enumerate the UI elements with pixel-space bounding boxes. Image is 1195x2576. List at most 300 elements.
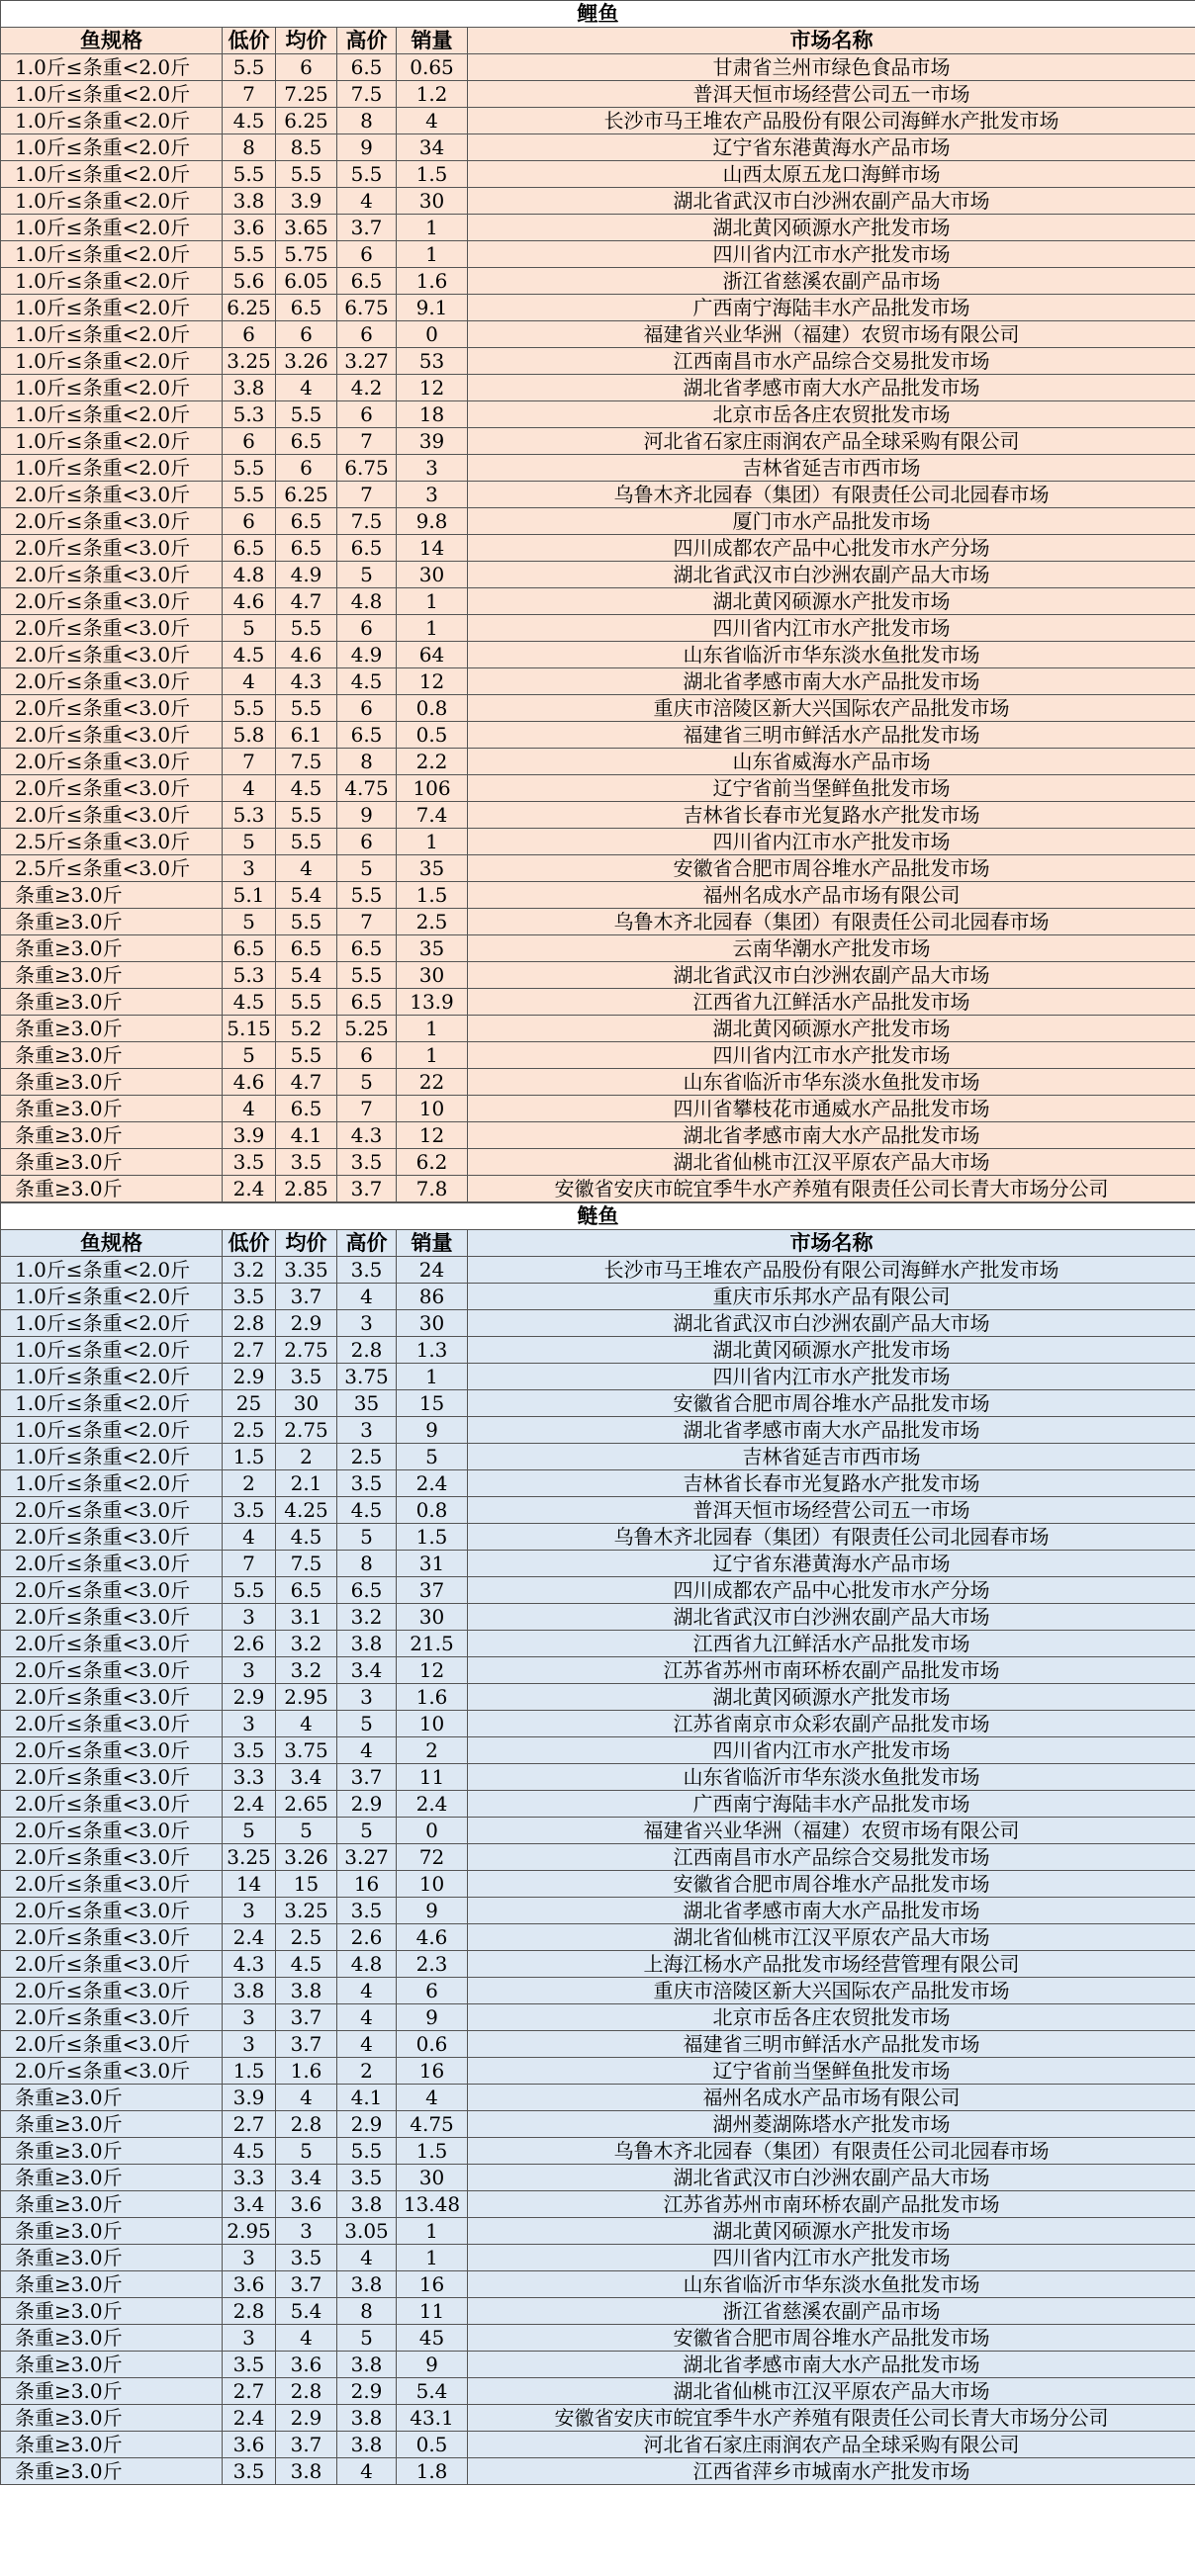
- cell-high: 5.5: [337, 161, 397, 188]
- cell-vol: 1.6: [397, 268, 468, 295]
- cell-vol: 22: [397, 1069, 468, 1096]
- cell-low: 3.4: [223, 2191, 276, 2218]
- cell-low: 4.5: [223, 989, 276, 1016]
- cell-avg: 3.5: [276, 2245, 337, 2271]
- cell-low: 2.4: [223, 1924, 276, 1951]
- cell-spec: 2.0斤≤条重<3.0斤: [1, 1844, 223, 1871]
- cell-low: 14: [223, 1871, 276, 1898]
- cell-market: 辽宁省东港黄海水产品市场: [468, 1551, 1195, 1577]
- cell-low: 3.25: [223, 348, 276, 375]
- cell-low: 2.8: [223, 2298, 276, 2325]
- cell-market: 湖北省孝感市南大水产品批发市场: [468, 1417, 1195, 1444]
- table-row: [1, 562, 1195, 588]
- cell-market: 湖北省孝感市南大水产品批发市场: [468, 2352, 1195, 2378]
- cell-vol: 86: [397, 1284, 468, 1310]
- cell-avg: 4: [276, 2085, 337, 2111]
- cell-vol: 4: [397, 108, 468, 134]
- cell-spec: 2.0斤≤条重<3.0斤: [1, 1604, 223, 1631]
- cell-avg: 2.8: [276, 2111, 337, 2138]
- cell-avg: 2.9: [276, 1310, 337, 1337]
- cell-market: 长沙市马王堆农产品股份有限公司海鲜水产批发市场: [468, 108, 1195, 134]
- cell-high: 6.5: [337, 1577, 397, 1604]
- cell-vol: 16: [397, 2058, 468, 2085]
- cell-high: 2.9: [337, 2111, 397, 2138]
- cell-market: 广西南宁海陆丰水产品批发市场: [468, 295, 1195, 321]
- cell-high: 6.5: [337, 722, 397, 749]
- cell-low: 3: [223, 1604, 276, 1631]
- cell-low: 2: [223, 1470, 276, 1497]
- table-row: [1, 134, 1195, 161]
- cell-low: 5.6: [223, 268, 276, 295]
- cell-spec: 2.0斤≤条重<3.0斤: [1, 562, 223, 588]
- cell-market: 湖北黄冈硕源水产批发市场: [468, 1684, 1195, 1711]
- cell-avg: 4.7: [276, 588, 337, 615]
- cell-avg: 4: [276, 375, 337, 401]
- cell-avg: 6.25: [276, 108, 337, 134]
- cell-avg: 2.85: [276, 1176, 337, 1202]
- cell-spec: 2.0斤≤条重<3.0斤: [1, 2058, 223, 2085]
- table-row: [1, 348, 1195, 375]
- cell-avg: 5.5: [276, 1042, 337, 1069]
- cell-spec: 2.0斤≤条重<3.0斤: [1, 1631, 223, 1657]
- cell-market: 安徽省合肥市周谷堆水产品批发市场: [468, 1871, 1195, 1898]
- header-vol: 销量: [397, 1230, 468, 1257]
- cell-vol: 3: [397, 482, 468, 508]
- cell-low: 3.8: [223, 188, 276, 215]
- cell-high: 5: [337, 562, 397, 588]
- cell-market: 乌鲁木齐北园春（集团）有限责任公司北园春市场: [468, 909, 1195, 935]
- table-row: [1, 401, 1195, 428]
- table-row: [1, 1818, 1195, 1844]
- cell-spec: 条重≥3.0斤: [1, 935, 223, 962]
- cell-spec: 1.0斤≤条重<2.0斤: [1, 134, 223, 161]
- table-row: [1, 882, 1195, 909]
- cell-vol: 31: [397, 1551, 468, 1577]
- cell-avg: 6: [276, 321, 337, 348]
- cell-vol: 16: [397, 2271, 468, 2298]
- header-market: 市场名称: [468, 28, 1195, 54]
- table-row: [1, 188, 1195, 215]
- cell-market: 四川省内江市水产批发市场: [468, 615, 1195, 642]
- cell-spec: 1.0斤≤条重<2.0斤: [1, 321, 223, 348]
- cell-avg: 30: [276, 1390, 337, 1417]
- cell-spec: 1.0斤≤条重<2.0斤: [1, 401, 223, 428]
- table-row: [1, 615, 1195, 642]
- cell-high: 3.8: [337, 2191, 397, 2218]
- cell-market: 安徽省安庆市皖宜季牛水产养殖有限责任公司长青大市场分公司: [468, 2405, 1195, 2432]
- cell-market: 重庆市涪陵区新大兴国际农产品批发市场: [468, 1978, 1195, 2004]
- cell-market: 吉林省延吉市西市场: [468, 1444, 1195, 1470]
- cell-high: 3: [337, 1417, 397, 1444]
- cell-market: 江西南昌市水产品综合交易批发市场: [468, 348, 1195, 375]
- cell-spec: 2.0斤≤条重<3.0斤: [1, 1818, 223, 1844]
- cell-spec: 2.0斤≤条重<3.0斤: [1, 1524, 223, 1551]
- cell-market: 乌鲁木齐北园春（集团）有限责任公司北园春市场: [468, 1524, 1195, 1551]
- header-low: 低价: [223, 28, 276, 54]
- cell-high: 3.2: [337, 1604, 397, 1631]
- cell-avg: 3.7: [276, 1284, 337, 1310]
- cell-high: 2: [337, 2058, 397, 2085]
- table-row: [1, 482, 1195, 508]
- cell-high: 9: [337, 802, 397, 829]
- table-row: [1, 54, 1195, 81]
- cell-avg: 3.6: [276, 2352, 337, 2378]
- cell-low: 4: [223, 1096, 276, 1122]
- cell-spec: 2.0斤≤条重<3.0斤: [1, 642, 223, 668]
- cell-vol: 5: [397, 1444, 468, 1470]
- cell-low: 3.2: [223, 1257, 276, 1284]
- cell-low: 3: [223, 2004, 276, 2031]
- table-row: [1, 1524, 1195, 1551]
- table-row: [1, 2352, 1195, 2378]
- header-row: [1, 28, 1195, 54]
- cell-market: 江苏省苏州市南环桥农副产品批发市场: [468, 2191, 1195, 2218]
- cell-avg: 5.2: [276, 1016, 337, 1042]
- cell-high: 7: [337, 909, 397, 935]
- cell-spec: 2.0斤≤条重<3.0斤: [1, 1951, 223, 1978]
- cell-low: 3: [223, 2031, 276, 2058]
- cell-spec: 2.0斤≤条重<3.0斤: [1, 1711, 223, 1737]
- cell-market: 江苏省南京市众彩农副产品批发市场: [468, 1711, 1195, 1737]
- cell-spec: 2.0斤≤条重<3.0斤: [1, 1978, 223, 2004]
- cell-vol: 45: [397, 2325, 468, 2352]
- cell-vol: 35: [397, 935, 468, 962]
- cell-market: 江苏省苏州市南环桥农副产品批发市场: [468, 1657, 1195, 1684]
- table-row: [1, 802, 1195, 829]
- cell-avg: 7.25: [276, 81, 337, 108]
- cell-avg: 1.6: [276, 2058, 337, 2085]
- cell-high: 6: [337, 695, 397, 722]
- cell-vol: 64: [397, 642, 468, 668]
- table-row: [1, 1951, 1195, 1978]
- cell-spec: 2.0斤≤条重<3.0斤: [1, 535, 223, 562]
- cell-spec: 1.0斤≤条重<2.0斤: [1, 348, 223, 375]
- cell-market: 湖北黄冈硕源水产批发市场: [468, 215, 1195, 241]
- table-row: [1, 1844, 1195, 1871]
- cell-high: 3.4: [337, 1657, 397, 1684]
- cell-high: 3.8: [337, 2432, 397, 2458]
- cell-market: 湖北省武汉市白沙洲农副产品大市场: [468, 1310, 1195, 1337]
- cell-high: 5: [337, 1069, 397, 1096]
- table-row: [1, 321, 1195, 348]
- table-row: [1, 2085, 1195, 2111]
- cell-low: 3.6: [223, 2271, 276, 2298]
- cell-low: 6: [223, 428, 276, 455]
- cell-market: 四川成都农产品中心批发市水产分场: [468, 1577, 1195, 1604]
- cell-spec: 条重≥3.0斤: [1, 1042, 223, 1069]
- cell-vol: 15: [397, 1390, 468, 1417]
- cell-vol: 24: [397, 1257, 468, 1284]
- cell-low: 3.6: [223, 215, 276, 241]
- cell-vol: 2: [397, 1737, 468, 1764]
- cell-high: 4.8: [337, 1951, 397, 1978]
- cell-avg: 5.4: [276, 962, 337, 989]
- cell-spec: 条重≥3.0斤: [1, 2245, 223, 2271]
- cell-market: 湖北省仙桃市江汉平原农产品大市场: [468, 1924, 1195, 1951]
- cell-low: 5: [223, 1042, 276, 1069]
- cell-market: 吉林省延吉市西市场: [468, 455, 1195, 482]
- cell-market: 山东省临沂市华东淡水鱼批发市场: [468, 1069, 1195, 1096]
- cell-avg: 5.5: [276, 802, 337, 829]
- cell-avg: 3.5: [276, 1149, 337, 1176]
- cell-low: 3.8: [223, 1978, 276, 2004]
- cell-vol: 0.5: [397, 722, 468, 749]
- cell-high: 8: [337, 749, 397, 775]
- cell-vol: 1.6: [397, 1684, 468, 1711]
- cell-market: 福州名成水产品市场有限公司: [468, 882, 1195, 909]
- cell-market: 河北省石家庄雨润农产品全球采购有限公司: [468, 2432, 1195, 2458]
- cell-spec: 条重≥3.0斤: [1, 2271, 223, 2298]
- cell-low: 6.5: [223, 935, 276, 962]
- cell-spec: 2.0斤≤条重<3.0斤: [1, 1764, 223, 1791]
- table-row: [1, 1444, 1195, 1470]
- cell-low: 3.5: [223, 2458, 276, 2485]
- cell-low: 5.5: [223, 241, 276, 268]
- cell-market: 湖北省仙桃市江汉平原农产品大市场: [468, 1149, 1195, 1176]
- cell-vol: 35: [397, 855, 468, 882]
- cell-high: 3.8: [337, 2352, 397, 2378]
- cell-vol: 12: [397, 1122, 468, 1149]
- header-spec: 鱼规格: [1, 28, 223, 54]
- cell-market: 湖北省武汉市白沙洲农副产品大市场: [468, 1604, 1195, 1631]
- cell-avg: 4.6: [276, 642, 337, 668]
- cell-vol: 1.2: [397, 81, 468, 108]
- table-row: [1, 1737, 1195, 1764]
- cell-market: 四川省内江市水产批发市场: [468, 1737, 1195, 1764]
- cell-avg: 3.7: [276, 2432, 337, 2458]
- cell-avg: 3.25: [276, 1898, 337, 1924]
- cell-vol: 39: [397, 428, 468, 455]
- cell-high: 7.5: [337, 81, 397, 108]
- cell-low: 5: [223, 909, 276, 935]
- cell-avg: 4.1: [276, 1122, 337, 1149]
- cell-spec: 条重≥3.0斤: [1, 2458, 223, 2485]
- table-row: [1, 668, 1195, 695]
- cell-low: 3.8: [223, 375, 276, 401]
- cell-avg: 4: [276, 1711, 337, 1737]
- cell-avg: 3.26: [276, 1844, 337, 1871]
- cell-high: 6: [337, 241, 397, 268]
- cell-avg: 4.7: [276, 1069, 337, 1096]
- cell-spec: 条重≥3.0斤: [1, 2138, 223, 2165]
- cell-avg: 5.5: [276, 401, 337, 428]
- table-row: [1, 1016, 1195, 1042]
- cell-market: 山东省临沂市华东淡水鱼批发市场: [468, 2271, 1195, 2298]
- header-avg: 均价: [276, 1230, 337, 1257]
- cell-avg: 4.9: [276, 562, 337, 588]
- table-row: [1, 428, 1195, 455]
- cell-avg: 5.75: [276, 241, 337, 268]
- cell-high: 6: [337, 829, 397, 855]
- cell-avg: 3.75: [276, 1737, 337, 1764]
- cell-low: 5.5: [223, 1577, 276, 1604]
- cell-market: 安徽省安庆市皖宜季牛水产养殖有限责任公司长青大市场分公司: [468, 1176, 1195, 1202]
- table-row: [1, 1551, 1195, 1577]
- cell-spec: 条重≥3.0斤: [1, 989, 223, 1016]
- cell-high: 6: [337, 401, 397, 428]
- cell-low: 7: [223, 1551, 276, 1577]
- cell-high: 5.5: [337, 962, 397, 989]
- cell-high: 3.5: [337, 1257, 397, 1284]
- cell-high: 3.8: [337, 2405, 397, 2432]
- cell-market: 重庆市乐邦水产品有限公司: [468, 1284, 1195, 1310]
- cell-market: 乌鲁木齐北园春（集团）有限责任公司北园春市场: [468, 482, 1195, 508]
- table-row: [1, 909, 1195, 935]
- cell-spec: 2.0斤≤条重<3.0斤: [1, 2031, 223, 2058]
- cell-low: 3: [223, 1711, 276, 1737]
- table-row: [1, 161, 1195, 188]
- cell-spec: 2.0斤≤条重<3.0斤: [1, 695, 223, 722]
- cell-high: 5: [337, 2325, 397, 2352]
- cell-avg: 3.8: [276, 2458, 337, 2485]
- section-table-2: [0, 1202, 1195, 2485]
- table-row: [1, 535, 1195, 562]
- cell-vol: 1: [397, 1042, 468, 1069]
- cell-high: 3.5: [337, 1149, 397, 1176]
- cell-high: 3.27: [337, 348, 397, 375]
- cell-market: 江西省萍乡市城南水产批发市场: [468, 2458, 1195, 2485]
- cell-spec: 条重≥3.0斤: [1, 882, 223, 909]
- cell-spec: 2.0斤≤条重<3.0斤: [1, 615, 223, 642]
- cell-vol: 12: [397, 1657, 468, 1684]
- cell-spec: 条重≥3.0斤: [1, 909, 223, 935]
- cell-market: 湖北省孝感市南大水产品批发市场: [468, 1898, 1195, 1924]
- cell-vol: 1.5: [397, 882, 468, 909]
- cell-high: 6.5: [337, 535, 397, 562]
- cell-avg: 4.5: [276, 1524, 337, 1551]
- cell-high: 5.5: [337, 2138, 397, 2165]
- table-row: [1, 775, 1195, 802]
- cell-market: 湖北黄冈硕源水产批发市场: [468, 2218, 1195, 2245]
- table-row: [1, 722, 1195, 749]
- cell-market: 湖北黄冈硕源水产批发市场: [468, 1337, 1195, 1364]
- cell-high: 7: [337, 1096, 397, 1122]
- cell-vol: 1: [397, 588, 468, 615]
- cell-spec: 1.0斤≤条重<2.0斤: [1, 1257, 223, 1284]
- cell-low: 2.5: [223, 1417, 276, 1444]
- cell-avg: 6.5: [276, 535, 337, 562]
- cell-spec: 1.0斤≤条重<2.0斤: [1, 108, 223, 134]
- table-row: [1, 1631, 1195, 1657]
- cell-spec: 2.0斤≤条重<3.0斤: [1, 588, 223, 615]
- cell-spec: 1.0斤≤条重<2.0斤: [1, 215, 223, 241]
- cell-high: 2.8: [337, 1337, 397, 1364]
- cell-spec: 2.0斤≤条重<3.0斤: [1, 668, 223, 695]
- cell-avg: 2.1: [276, 1470, 337, 1497]
- cell-low: 6.25: [223, 295, 276, 321]
- cell-vol: 0.5: [397, 2432, 468, 2458]
- table-row: [1, 2004, 1195, 2031]
- cell-avg: 6: [276, 455, 337, 482]
- section-title-row: [1, 1203, 1195, 1230]
- cell-high: 3.8: [337, 2271, 397, 2298]
- cell-spec: 1.0斤≤条重<2.0斤: [1, 161, 223, 188]
- cell-high: 16: [337, 1871, 397, 1898]
- cell-avg: 4: [276, 2325, 337, 2352]
- cell-vol: 2.4: [397, 1791, 468, 1818]
- cell-high: 35: [337, 1390, 397, 1417]
- cell-low: 3.5: [223, 2352, 276, 2378]
- cell-market: 山东省临沂市华东淡水鱼批发市场: [468, 1764, 1195, 1791]
- cell-spec: 2.0斤≤条重<3.0斤: [1, 1924, 223, 1951]
- table-row: [1, 1417, 1195, 1444]
- cell-high: 3.75: [337, 1364, 397, 1390]
- cell-high: 2.6: [337, 1924, 397, 1951]
- table-row: [1, 1657, 1195, 1684]
- cell-vol: 1: [397, 2245, 468, 2271]
- table-row: [1, 1042, 1195, 1069]
- cell-market: 山东省威海水产品市场: [468, 749, 1195, 775]
- cell-low: 5.3: [223, 401, 276, 428]
- cell-vol: 30: [397, 962, 468, 989]
- cell-avg: 6: [276, 54, 337, 81]
- cell-high: 3: [337, 1310, 397, 1337]
- table-row: [1, 1924, 1195, 1951]
- cell-low: 5.5: [223, 54, 276, 81]
- cell-market: 重庆市涪陵区新大兴国际农产品批发市场: [468, 695, 1195, 722]
- cell-low: 3: [223, 2245, 276, 2271]
- table-row: [1, 2432, 1195, 2458]
- cell-vol: 7.4: [397, 802, 468, 829]
- header-row: [1, 1230, 1195, 1257]
- cell-vol: 9: [397, 1417, 468, 1444]
- table-row: [1, 1604, 1195, 1631]
- cell-market: 湖州菱湖陈塔水产批发市场: [468, 2111, 1195, 2138]
- cell-spec: 2.0斤≤条重<3.0斤: [1, 1684, 223, 1711]
- cell-spec: 条重≥3.0斤: [1, 2165, 223, 2191]
- section-title: 鲤鱼: [1, 1, 1195, 28]
- cell-avg: 5.4: [276, 882, 337, 909]
- cell-avg: 3.65: [276, 215, 337, 241]
- cell-low: 4.6: [223, 588, 276, 615]
- cell-avg: 4.25: [276, 1497, 337, 1524]
- cell-low: 3.5: [223, 1497, 276, 1524]
- cell-high: 5: [337, 855, 397, 882]
- cell-market: 江西省九江鲜活水产品批发市场: [468, 989, 1195, 1016]
- cell-high: 3.5: [337, 2165, 397, 2191]
- cell-low: 3.5: [223, 1284, 276, 1310]
- cell-low: 2.9: [223, 1364, 276, 1390]
- cell-spec: 1.0斤≤条重<2.0斤: [1, 54, 223, 81]
- cell-low: 3: [223, 1898, 276, 1924]
- cell-high: 5: [337, 1711, 397, 1737]
- cell-market: 四川省内江市水产批发市场: [468, 1364, 1195, 1390]
- cell-high: 3.7: [337, 1764, 397, 1791]
- cell-avg: 4.5: [276, 775, 337, 802]
- cell-low: 3: [223, 2325, 276, 2352]
- header-spec: 鱼规格: [1, 1230, 223, 1257]
- table-row: [1, 1310, 1195, 1337]
- table-row: [1, 1390, 1195, 1417]
- cell-spec: 条重≥3.0斤: [1, 1016, 223, 1042]
- cell-vol: 10: [397, 1711, 468, 1737]
- cell-low: 1.5: [223, 2058, 276, 2085]
- table-row: [1, 508, 1195, 535]
- cell-high: 4.3: [337, 1122, 397, 1149]
- cell-spec: 1.0斤≤条重<2.0斤: [1, 295, 223, 321]
- cell-high: 5.25: [337, 1016, 397, 1042]
- cell-high: 3.5: [337, 1898, 397, 1924]
- cell-vol: 1: [397, 1016, 468, 1042]
- cell-low: 4.5: [223, 108, 276, 134]
- cell-low: 7: [223, 81, 276, 108]
- cell-vol: 30: [397, 562, 468, 588]
- cell-vol: 12: [397, 668, 468, 695]
- cell-spec: 2.0斤≤条重<3.0斤: [1, 508, 223, 535]
- cell-high: 4.75: [337, 775, 397, 802]
- header-vol: 销量: [397, 28, 468, 54]
- cell-avg: 4.5: [276, 1951, 337, 1978]
